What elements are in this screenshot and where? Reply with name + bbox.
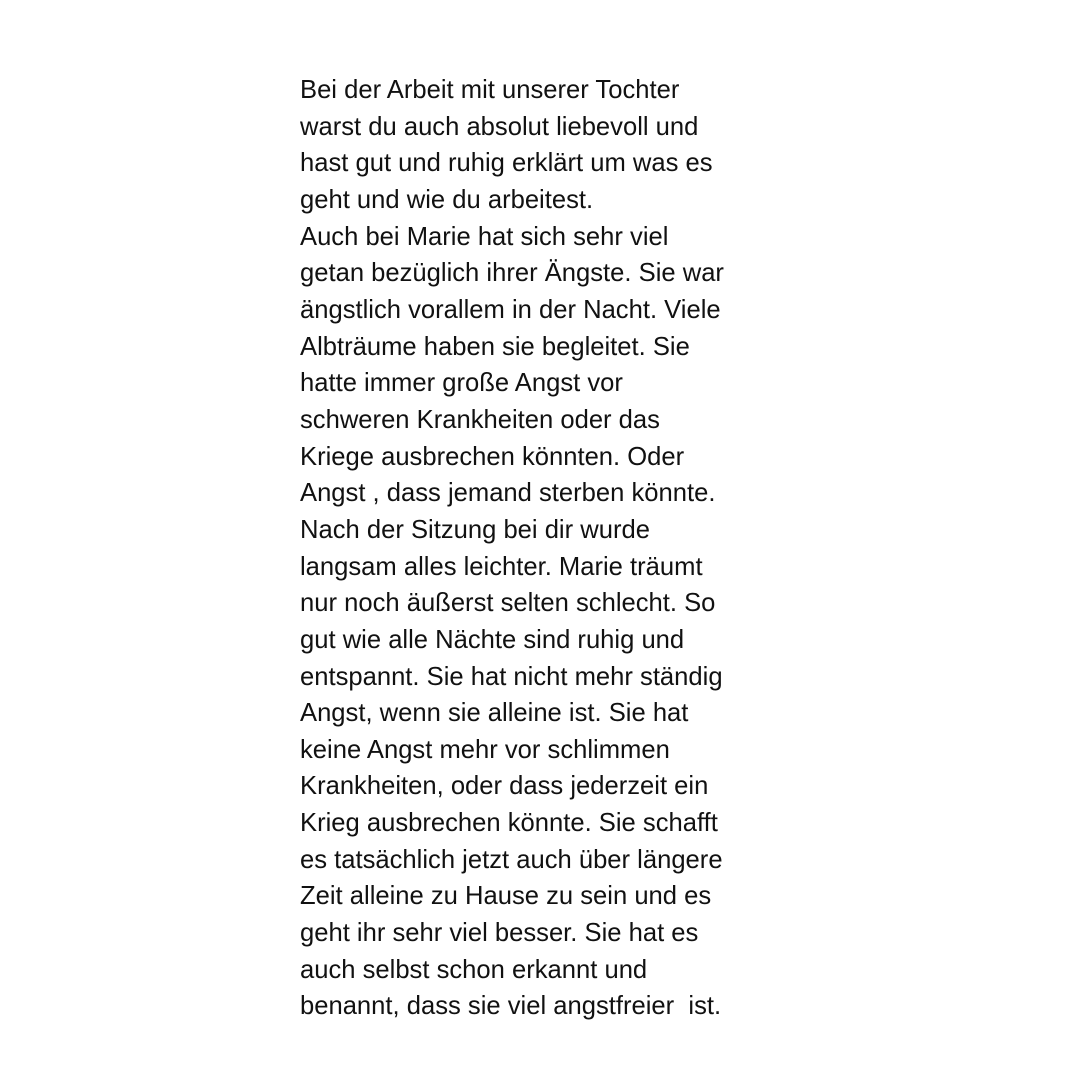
message-line: nur noch äußerst selten schlecht. So [300,589,716,618]
message-line: Nach der Sitzung bei dir wurde [300,515,650,544]
message-line: Krieg ausbrechen könnte. Sie schafft [300,809,718,838]
message-line: Kriege ausbrechen könnten. Oder [300,442,685,471]
message-line: Bei der Arbeit mit unserer Tochter [300,76,680,104]
message-line: warst du auch absolut liebevoll und [300,112,699,141]
message-line: benannt, dass sie viel angstfreier ist. [300,992,722,1021]
message-line: entspannt. Sie hat nicht mehr ständig [300,662,723,691]
message-line: Albträume haben sie begleitet. Sie [300,332,690,361]
message-line: Zeit alleine zu Hause zu sein und es [300,882,712,911]
message-line: es tatsächlich jetzt auch über längere [300,845,723,874]
message-line: geht und wie du arbeitest. [300,185,594,214]
message-line: hast gut und ruhig erklärt um was es [300,149,713,178]
message-line: ängstlich vorallem in der Nacht. Viele [300,295,721,324]
message-text [300,72,820,1025]
message-line: geht ihr sehr viel besser. Sie hat es [300,919,699,948]
message-line: keine Angst mehr vor schlimmen [300,735,670,764]
message-line: auch selbst schon erkannt und [300,955,648,984]
message-line: hatte immer große Angst vor [300,369,623,398]
message-line: Krankheiten, oder dass jederzeit ein [300,772,709,801]
message-line: Angst , dass jemand sterben könnte. [300,479,716,508]
message-line: langsam alles leichter. Marie träumt [300,552,703,581]
message-line: gut wie alle Nächte sind ruhig und [300,625,685,654]
message-line: Angst, wenn sie alleine ist. Sie hat [300,699,689,728]
message-line: schweren Krankheiten oder das [300,405,660,434]
message-line: Auch bei Marie hat sich sehr viel [300,222,669,251]
message-line: getan bezüglich ihrer Ängste. Sie war [300,259,724,288]
